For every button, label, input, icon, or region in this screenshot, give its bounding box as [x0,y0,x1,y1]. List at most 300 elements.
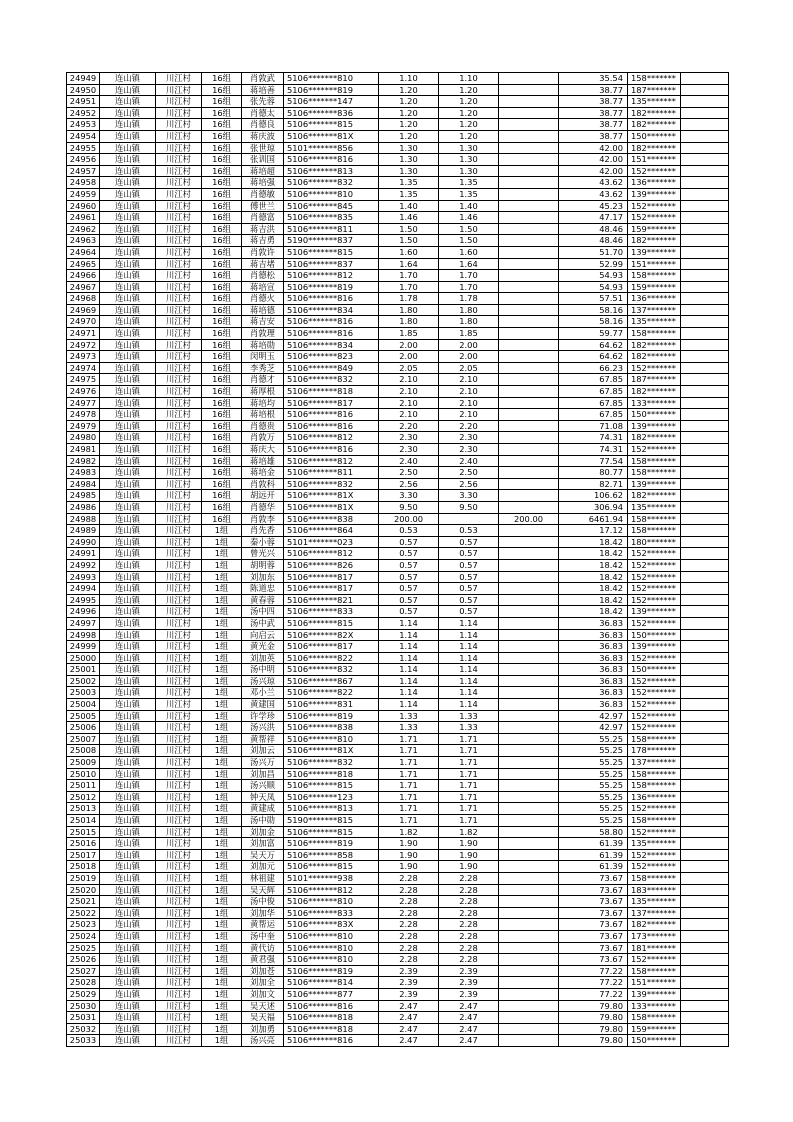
group-cell: 1组 [202,861,242,873]
village-cell: 川江村 [156,200,202,212]
village-cell: 川江村 [156,374,202,386]
town-cell: 连山镇 [100,768,156,780]
row-number-cell: 24967 [67,281,100,293]
phone-cell: 152******* [628,617,681,629]
amount-cell: 43.62 [559,188,628,200]
area-total-cell: 0.57 [379,548,439,560]
table-row [67,675,729,687]
table-row [67,687,729,699]
area-a-cell: 1.40 [439,200,499,212]
group-cell: 16组 [202,293,242,305]
group-cell: 1组 [202,965,242,977]
group-cell: 16组 [202,455,242,467]
phone-cell: 151******* [628,258,681,270]
area-b-cell [499,223,559,235]
table-row [67,258,729,270]
area-a-cell: 2.39 [439,965,499,977]
phone-cell: 152******* [628,594,681,606]
empty-cell [681,861,729,873]
group-cell: 1组 [202,617,242,629]
id-number-cell: 5106*******810 [284,733,379,745]
group-cell: 1组 [202,652,242,664]
area-total-cell: 1.14 [379,617,439,629]
id-number-cell: 5106*******816 [284,316,379,328]
table-row [67,478,729,490]
id-number-cell: 5106*******814 [284,977,379,989]
row-number-cell: 24991 [67,548,100,560]
town-cell: 连山镇 [100,664,156,676]
group-cell: 16组 [202,351,242,363]
name-cell: 肖德火 [242,293,284,305]
empty-cell [681,1023,729,1035]
village-cell: 川江村 [156,525,202,537]
amount-cell: 42.00 [559,165,628,177]
empty-cell [681,316,729,328]
row-number-cell: 24981 [67,444,100,456]
phone-cell: 159******* [628,1023,681,1035]
group-cell: 1组 [202,977,242,989]
area-total-cell: 2.00 [379,339,439,351]
amount-cell: 42.97 [559,722,628,734]
area-a-cell: 1.90 [439,838,499,850]
id-number-cell: 5106*******812 [284,432,379,444]
table-row [67,930,729,942]
town-cell: 连山镇 [100,838,156,850]
town-cell: 连山镇 [100,930,156,942]
town-cell: 连山镇 [100,861,156,873]
empty-cell [681,559,729,571]
id-number-cell: 5190*******815 [284,815,379,827]
village-cell: 川江村 [156,861,202,873]
amount-cell: 106.62 [559,490,628,502]
group-cell: 1组 [202,1012,242,1024]
name-cell: 肖敦万 [242,432,284,444]
amount-cell: 77.22 [559,988,628,1000]
empty-cell [681,687,729,699]
table-row [67,548,729,560]
town-cell: 连山镇 [100,467,156,479]
area-b-cell [499,617,559,629]
phone-cell: 173******* [628,930,681,942]
area-total-cell: 1.80 [379,316,439,328]
phone-cell: 152******* [628,710,681,722]
id-number-cell: 5106*******812 [284,548,379,560]
amount-cell: 36.83 [559,652,628,664]
amount-cell: 80.77 [559,467,628,479]
town-cell: 连山镇 [100,594,156,606]
id-number-cell: 5106*******833 [284,606,379,618]
phone-cell: 158******* [628,455,681,467]
table-row [67,641,729,653]
id-number-cell: 5106*******810 [284,896,379,908]
name-cell: 钟天凤 [242,791,284,803]
name-cell: 蒋吉堵 [242,258,284,270]
phone-cell: 152******* [628,954,681,966]
table-row [67,235,729,247]
town-cell: 连山镇 [100,235,156,247]
town-cell: 连山镇 [100,536,156,548]
name-cell: 肖敦李 [242,513,284,525]
village-cell: 川江村 [156,386,202,398]
area-a-cell: 1.71 [439,745,499,757]
row-number-cell: 25004 [67,699,100,711]
id-number-cell: 5106*******838 [284,513,379,525]
id-number-cell: 5106*******810 [284,73,379,85]
id-number-cell: 5106*******858 [284,849,379,861]
area-total-cell: 1.14 [379,641,439,653]
phone-cell: 182******* [628,432,681,444]
town-cell: 连山镇 [100,119,156,131]
table-row [67,165,729,177]
empty-cell [681,386,729,398]
village-cell: 川江村 [156,954,202,966]
village-cell: 川江村 [156,432,202,444]
town-cell: 连山镇 [100,328,156,340]
area-b-cell [499,200,559,212]
row-number-cell: 24950 [67,84,100,96]
row-number-cell: 25017 [67,849,100,861]
id-number-cell: 5106*******819 [284,710,379,722]
area-total-cell: 1.14 [379,699,439,711]
empty-cell [681,930,729,942]
row-number-cell: 25010 [67,768,100,780]
group-cell: 16组 [202,328,242,340]
table-row [67,513,729,525]
row-number-cell: 24990 [67,536,100,548]
empty-cell [681,988,729,1000]
area-total-cell: 1.85 [379,328,439,340]
row-number-cell: 24956 [67,154,100,166]
area-b-cell: 200.00 [499,513,559,525]
town-cell: 连山镇 [100,988,156,1000]
amount-cell: 35.54 [559,73,628,85]
id-number-cell: 5106*******816 [284,420,379,432]
town-cell: 连山镇 [100,942,156,954]
id-number-cell: 5106*******864 [284,525,379,537]
row-number-cell: 25031 [67,1012,100,1024]
area-total-cell: 1.33 [379,722,439,734]
area-b-cell [499,1035,559,1047]
village-cell: 川江村 [156,1023,202,1035]
area-total-cell: 2.39 [379,965,439,977]
area-total-cell: 200.00 [379,513,439,525]
group-cell: 16组 [202,270,242,282]
amount-cell: 18.42 [559,594,628,606]
area-total-cell: 2.39 [379,977,439,989]
area-b-cell [499,675,559,687]
area-a-cell: 2.10 [439,397,499,409]
table-row [67,583,729,595]
area-a-cell: 2.39 [439,988,499,1000]
row-number-cell: 24962 [67,223,100,235]
town-cell: 连山镇 [100,548,156,560]
id-number-cell: 5106*******822 [284,687,379,699]
amount-cell: 17.12 [559,525,628,537]
phone-cell: 158******* [628,1012,681,1024]
empty-cell [681,188,729,200]
table-row [67,838,729,850]
amount-cell: 74.31 [559,444,628,456]
name-cell: 黄君强 [242,954,284,966]
phone-cell: 136******* [628,177,681,189]
area-total-cell: 2.28 [379,884,439,896]
area-b-cell [499,525,559,537]
id-number-cell: 5106*******832 [284,374,379,386]
area-a-cell: 2.28 [439,954,499,966]
area-a-cell: 2.56 [439,478,499,490]
name-cell: 刘加全 [242,977,284,989]
group-cell: 1组 [202,559,242,571]
area-total-cell: 2.28 [379,930,439,942]
area-a-cell: 2.00 [439,339,499,351]
area-b-cell [499,815,559,827]
table-row [67,629,729,641]
town-cell: 连山镇 [100,1035,156,1047]
area-b-cell [499,154,559,166]
table-row [67,119,729,131]
area-a-cell: 1.10 [439,73,499,85]
amount-cell: 38.77 [559,107,628,119]
area-b-cell [499,328,559,340]
row-number-cell: 24982 [67,455,100,467]
row-number-cell: 25000 [67,652,100,664]
area-a-cell [439,513,499,525]
empty-cell [681,501,729,513]
phone-cell: 135******* [628,896,681,908]
amount-cell: 77.54 [559,455,628,467]
group-cell: 1组 [202,687,242,699]
amount-cell: 55.25 [559,815,628,827]
id-number-cell: 5106*******815 [284,617,379,629]
table-row [67,1000,729,1012]
area-a-cell: 1.20 [439,84,499,96]
group-cell: 1组 [202,548,242,560]
empty-cell [681,420,729,432]
town-cell: 连山镇 [100,281,156,293]
village-cell: 川江村 [156,872,202,884]
area-a-cell: 1.14 [439,687,499,699]
amount-cell: 67.85 [559,397,628,409]
id-number-cell: 5106*******821 [284,594,379,606]
amount-cell: 71.08 [559,420,628,432]
amount-cell: 36.83 [559,629,628,641]
group-cell: 1组 [202,1035,242,1047]
amount-cell: 18.42 [559,583,628,595]
row-number-cell: 24964 [67,246,100,258]
group-cell: 16组 [202,478,242,490]
area-a-cell: 2.10 [439,374,499,386]
amount-cell: 73.67 [559,919,628,931]
amount-cell: 58.16 [559,304,628,316]
area-total-cell: 2.28 [379,907,439,919]
id-number-cell: 5106*******147 [284,96,379,108]
empty-cell [681,130,729,142]
town-cell: 连山镇 [100,455,156,467]
area-total-cell: 2.28 [379,942,439,954]
town-cell: 连山镇 [100,954,156,966]
empty-cell [681,722,729,734]
row-number-cell: 24968 [67,293,100,305]
row-number-cell: 24973 [67,351,100,363]
village-cell: 川江村 [156,1000,202,1012]
group-cell: 16组 [202,212,242,224]
table-row [67,942,729,954]
town-cell: 连山镇 [100,84,156,96]
phone-cell: 158******* [628,965,681,977]
row-number-cell: 25026 [67,954,100,966]
area-a-cell: 1.14 [439,617,499,629]
table-row [67,73,729,85]
group-cell: 1组 [202,1023,242,1035]
area-a-cell: 1.70 [439,281,499,293]
area-b-cell [499,165,559,177]
town-cell: 连山镇 [100,629,156,641]
amount-cell: 36.83 [559,687,628,699]
name-cell: 闵明玉 [242,351,284,363]
name-cell: 许学珍 [242,710,284,722]
row-number-cell: 25009 [67,757,100,769]
town-cell: 连山镇 [100,96,156,108]
name-cell: 刘加富 [242,838,284,850]
id-number-cell: 5106*******819 [284,965,379,977]
village-cell: 川江村 [156,884,202,896]
town-cell: 连山镇 [100,409,156,421]
area-a-cell: 1.71 [439,803,499,815]
group-cell: 1组 [202,641,242,653]
empty-cell [681,246,729,258]
area-b-cell [499,733,559,745]
amount-cell: 73.67 [559,872,628,884]
name-cell: 汤中明 [242,664,284,676]
area-total-cell: 1.90 [379,861,439,873]
phone-cell: 152******* [628,652,681,664]
village-cell: 川江村 [156,617,202,629]
row-number-cell: 24974 [67,362,100,374]
group-cell: 16组 [202,200,242,212]
town-cell: 连山镇 [100,339,156,351]
group-cell: 1组 [202,594,242,606]
id-number-cell: 5106*******81X [284,501,379,513]
area-total-cell: 1.82 [379,826,439,838]
village-cell: 川江村 [156,536,202,548]
name-cell: 曾光兴 [242,548,284,560]
village-cell: 川江村 [156,606,202,618]
table-row [67,606,729,618]
village-cell: 川江村 [156,1035,202,1047]
village-cell: 川江村 [156,165,202,177]
row-number-cell: 25016 [67,838,100,850]
table-row [67,397,729,409]
area-total-cell: 2.28 [379,872,439,884]
table-row [67,768,729,780]
phone-cell: 182******* [628,235,681,247]
area-total-cell: 1.71 [379,803,439,815]
phone-cell: 158******* [628,73,681,85]
name-cell: 汤兴洪 [242,722,284,734]
empty-cell [681,328,729,340]
row-number-cell: 24955 [67,142,100,154]
row-number-cell: 25027 [67,965,100,977]
village-cell: 川江村 [156,1012,202,1024]
area-a-cell: 1.80 [439,316,499,328]
phone-cell: 152******* [628,675,681,687]
village-cell: 川江村 [156,815,202,827]
group-cell: 1组 [202,919,242,931]
group-cell: 1组 [202,745,242,757]
amount-cell: 61.39 [559,838,628,850]
village-cell: 川江村 [156,826,202,838]
area-total-cell: 1.71 [379,768,439,780]
table-row [67,223,729,235]
table-row [67,386,729,398]
row-number-cell: 25008 [67,745,100,757]
name-cell: 刘加昌 [242,768,284,780]
town-cell: 连山镇 [100,652,156,664]
area-b-cell [499,536,559,548]
area-total-cell: 3.30 [379,490,439,502]
row-number-cell: 24952 [67,107,100,119]
group-cell: 1组 [202,826,242,838]
area-total-cell: 2.47 [379,1012,439,1024]
row-number-cell: 24949 [67,73,100,85]
table-row [67,304,729,316]
name-cell: 肖德松 [242,270,284,282]
amount-cell: 67.85 [559,386,628,398]
group-cell: 16组 [202,235,242,247]
row-number-cell: 24988 [67,513,100,525]
row-number-cell: 24993 [67,571,100,583]
phone-cell: 152******* [628,699,681,711]
table-row [67,884,729,896]
id-number-cell: 5106*******819 [284,838,379,850]
phone-cell: 135******* [628,838,681,850]
amount-cell: 38.77 [559,96,628,108]
row-number-cell: 25020 [67,884,100,896]
amount-cell: 55.25 [559,780,628,792]
town-cell: 连山镇 [100,165,156,177]
table-row [67,907,729,919]
id-number-cell: 5106*******815 [284,119,379,131]
empty-cell [681,304,729,316]
area-b-cell [499,455,559,467]
table-row [67,154,729,166]
table-row [67,571,729,583]
group-cell: 1组 [202,907,242,919]
village-cell: 川江村 [156,246,202,258]
area-total-cell: 1.50 [379,235,439,247]
town-cell: 连山镇 [100,1023,156,1035]
area-total-cell: 9.50 [379,501,439,513]
village-cell: 川江村 [156,919,202,931]
empty-cell [681,745,729,757]
group-cell: 16组 [202,316,242,328]
group-cell: 1组 [202,571,242,583]
name-cell: 蒋吉洪 [242,223,284,235]
amount-cell: 79.80 [559,1000,628,1012]
town-cell: 连山镇 [100,362,156,374]
area-total-cell: 1.90 [379,838,439,850]
area-a-cell: 1.20 [439,130,499,142]
empty-cell [681,351,729,363]
town-cell: 连山镇 [100,641,156,653]
id-number-cell: 5106*******816 [284,154,379,166]
village-cell: 川江村 [156,490,202,502]
id-number-cell: 5106*******832 [284,664,379,676]
area-a-cell: 0.57 [439,606,499,618]
area-total-cell: 1.71 [379,745,439,757]
village-cell: 川江村 [156,154,202,166]
empty-cell [681,907,729,919]
